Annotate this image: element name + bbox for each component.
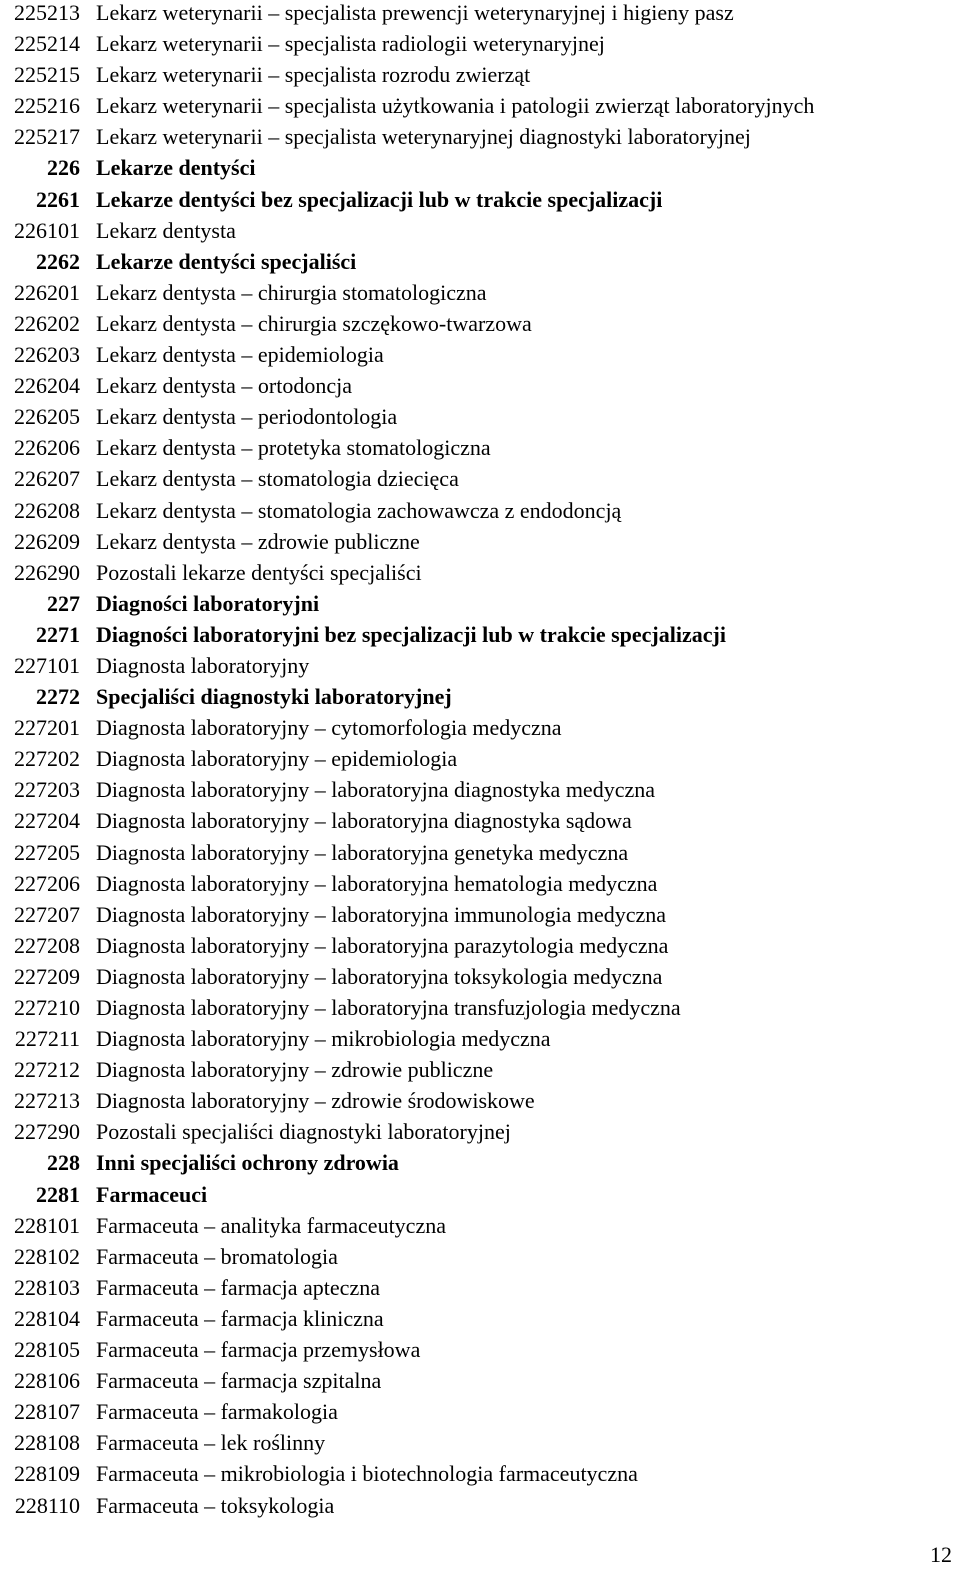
occupation-label: Diagnosta laboratoryjny – zdrowie środowiskowe [96,1088,535,1114]
occupation-row [0,1396,960,1427]
occupation-code: 227210 [14,995,80,1020]
occupation-label: Pozostali lekarze dentyści specjaliści [96,559,422,585]
occupation-label: Specjaliści diagnostyki laboratoryjnej [96,684,452,710]
occupation-label: Diagności laboratoryjni bez specjalizacji lub w trakcie specjalizacji [96,621,726,647]
occupation-row [0,650,960,681]
occupation-label: Farmaceuta – bromatologia [96,1243,338,1269]
occupation-label: Lekarz weterynarii – specjalista prewencji weterynaryjnej i higieny pasz [96,0,734,25]
occupation-label: Lekarze dentyści specjaliści [96,248,357,274]
occupation-code: 227202 [14,746,80,772]
occupation-row [0,121,960,152]
occupation-label: Lekarz dentysta – protetyka stomatologiczna [96,435,491,461]
occupation-row [0,277,960,308]
occupation-label: Farmaceuta – analityka farmaceutyczna [96,1212,446,1238]
occupation-row [0,308,960,339]
occupation-label: Lekarze dentyści [96,155,256,181]
occupation-code: 226209 [14,528,80,554]
occupation-code: 228109 [14,1461,80,1487]
occupation-label: Inni specjaliści ochrony zdrowia [96,1150,399,1176]
occupation-label: Diagnosta laboratoryjny – cytomorfologia medyczna [96,715,562,741]
occupation-code: 227206 [14,870,80,896]
occupation-label: Lekarz dentysta – chirurgia szczękowo-twarzowa [96,310,532,336]
occupation-label: Farmaceuta – farmacja szpitalna [96,1368,382,1394]
occupation-row [0,1116,960,1147]
occupation-row [0,339,960,370]
occupation-row [0,432,960,463]
group-heading-row [0,246,960,277]
occupation-row [0,463,960,494]
occupation-label: Lekarz dentysta – periodontologia [96,404,398,430]
occupation-row [0,1272,960,1303]
occupation-code: 227290 [14,1119,80,1145]
occupation-row [0,59,960,90]
occupation-label: Lekarz dentysta – zdrowie publiczne [96,528,420,554]
page-number: 12 [930,1542,952,1567]
occupation-code: 225214 [14,31,80,57]
occupation-row [0,370,960,401]
occupation-code: 227212 [14,1057,80,1083]
occupation-code: 228108 [14,1430,80,1456]
occupation-code: 226201 [14,279,80,305]
occupation-code: 228101 [14,1212,80,1238]
occupation-code: 226206 [14,435,80,461]
occupation-row [0,837,960,868]
occupation-row [0,401,960,432]
occupation-code: 226208 [14,497,80,523]
occupation-row [0,526,960,557]
occupation-row [0,930,960,961]
occupation-row [0,1303,960,1334]
group-heading-row [0,152,960,183]
occupation-label: Diagnosta laboratoryjny – laboratoryjna diagnostyka medyczna [96,777,655,803]
group-heading-row [0,184,960,215]
occupation-label: Lekarz dentysta – epidemiologia [96,342,384,368]
occupation-code: 227204 [14,808,80,834]
occupation-row [0,495,960,526]
occupation-row [0,774,960,805]
occupation-row [0,1210,960,1241]
occupation-code: 226 [47,155,80,181]
occupation-label: Lekarz dentysta – stomatologia zachowawcza z endodoncją [96,497,622,523]
occupation-row [0,90,960,121]
occupation-label: Lekarze dentyści bez specjalizacji lub w trakcie specjalizacji [96,186,663,212]
occupation-label: Lekarz weterynarii – specjalista weterynaryjnej diagnostyki laboratoryjnej [96,124,751,150]
occupation-label: Farmaceuci [96,1181,208,1207]
occupation-code: 2261 [36,186,80,212]
group-heading-row [0,1147,960,1178]
occupation-label: Diagnosta laboratoryjny – laboratoryjna toksykologia medyczna [96,963,663,989]
occupation-row [0,712,960,743]
occupation-code: 227205 [14,839,80,865]
occupation-label: Diagnosta laboratoryjny – laboratoryjna genetyka medyczna [96,839,629,865]
occupation-code: 227101 [14,652,80,678]
occupation-row [0,961,960,992]
occupation-label: Farmaceuta – mikrobiologia i biotechnologia farmaceutyczna [96,1461,638,1487]
occupation-code: 227207 [14,901,80,927]
occupation-row [0,868,960,899]
occupation-code: 227209 [14,963,80,989]
occupation-row [0,1490,960,1521]
occupation-label: Diagności laboratoryjni [96,590,320,616]
occupation-label: Farmaceuta – farmacja kliniczna [96,1305,384,1331]
occupation-label: Diagnosta laboratoryjny – laboratoryjna diagnostyka sądowa [96,808,632,834]
occupation-row [0,1241,960,1272]
occupation-label: Diagnosta laboratoryjny [96,652,310,678]
occupation-label: Lekarz weterynarii – specjalista rozrodu zwierząt [96,62,531,88]
occupation-code: 227211 [14,1026,80,1052]
occupation-code: 227203 [14,777,80,803]
occupation-row [0,743,960,774]
occupation-code: 228 [47,1150,80,1176]
occupation-row [0,557,960,588]
occupation-code: 228106 [14,1368,80,1394]
occupation-label: Lekarz weterynarii – specjalista użytkowania i patologii zwierząt laboratoryjnych [96,93,815,119]
occupation-code: 225213 [14,0,80,25]
occupation-label: Diagnosta laboratoryjny – laboratoryjna transfuzjologia medyczna [96,995,681,1020]
occupation-row [0,1085,960,1116]
occupation-label: Diagnosta laboratoryjny – laboratoryjna immunologia medyczna [96,901,667,927]
occupation-row [0,992,960,1023]
occupation-code: 226207 [14,466,80,492]
occupation-row [0,1054,960,1085]
occupation-row [0,215,960,246]
occupation-label: Diagnosta laboratoryjny – epidemiologia [96,746,458,772]
occupation-label: Diagnosta laboratoryjny – laboratoryjna hematologia medyczna [96,870,658,896]
occupation-code: 227 [47,590,80,616]
occupation-row [0,1365,960,1396]
occupation-code: 226203 [14,342,80,368]
occupation-row [0,1334,960,1365]
occupation-row [0,0,960,28]
occupation-row [0,1458,960,1489]
occupation-label: Farmaceuta – farmacja przemysłowa [96,1337,421,1363]
occupation-label: Diagnosta laboratoryjny – mikrobiologia medyczna [96,1026,551,1052]
occupation-code: 227201 [14,715,80,741]
occupation-code: 226205 [14,404,80,430]
occupation-code: 2262 [36,248,80,274]
occupation-label: Farmaceuta – farmakologia [96,1399,338,1425]
occupation-code: 2271 [36,621,80,647]
occupation-label: Farmaceuta – toksykologia [96,1492,335,1518]
occupation-label: Lekarz dentysta – ortodoncja [96,373,352,399]
group-heading-row [0,619,960,650]
occupation-code: 226202 [14,310,80,336]
group-heading-row [0,588,960,619]
group-heading-row [0,1179,960,1210]
group-heading-row [0,681,960,712]
occupation-code: 225215 [14,62,80,88]
occupation-row [0,1023,960,1054]
occupation-code: 225216 [14,93,80,119]
occupation-code: 226204 [14,373,80,399]
occupation-label: Farmaceuta – farmacja apteczna [96,1274,380,1300]
occupation-label: Lekarz dentysta – chirurgia stomatologiczna [96,279,487,305]
occupation-code: 2272 [36,684,80,710]
occupation-label: Diagnosta laboratoryjny – laboratoryjna parazytologia medyczna [96,932,669,958]
occupation-label: Lekarz dentysta [96,217,236,243]
occupation-row [0,1427,960,1458]
occupation-code: 228102 [14,1243,80,1269]
occupation-label: Farmaceuta – lek roślinny [96,1430,326,1456]
occupation-code: 226290 [14,559,80,585]
occupation-code: 228107 [14,1399,80,1425]
occupation-label: Pozostali specjaliści diagnostyki laboratoryjnej [96,1119,511,1145]
occupation-code: 225217 [14,124,80,150]
occupation-code: 227208 [14,932,80,958]
occupation-code: 228104 [14,1305,80,1331]
occupation-code: 227213 [14,1088,80,1114]
occupation-code: 2281 [36,1181,80,1207]
occupation-label: Diagnosta laboratoryjny – zdrowie publiczne [96,1057,494,1083]
occupation-row [0,805,960,836]
occupation-label: Lekarz weterynarii – specjalista radiologii weterynaryjnej [96,31,605,57]
occupation-row [0,28,960,59]
occupation-code: 226101 [14,217,80,243]
occupation-code: 228103 [14,1274,80,1300]
occupation-row [0,899,960,930]
occupation-label: Lekarz dentysta – stomatologia dziecięca [96,466,459,492]
occupation-code: 228105 [14,1337,80,1363]
occupation-code: 228110 [14,1492,80,1518]
